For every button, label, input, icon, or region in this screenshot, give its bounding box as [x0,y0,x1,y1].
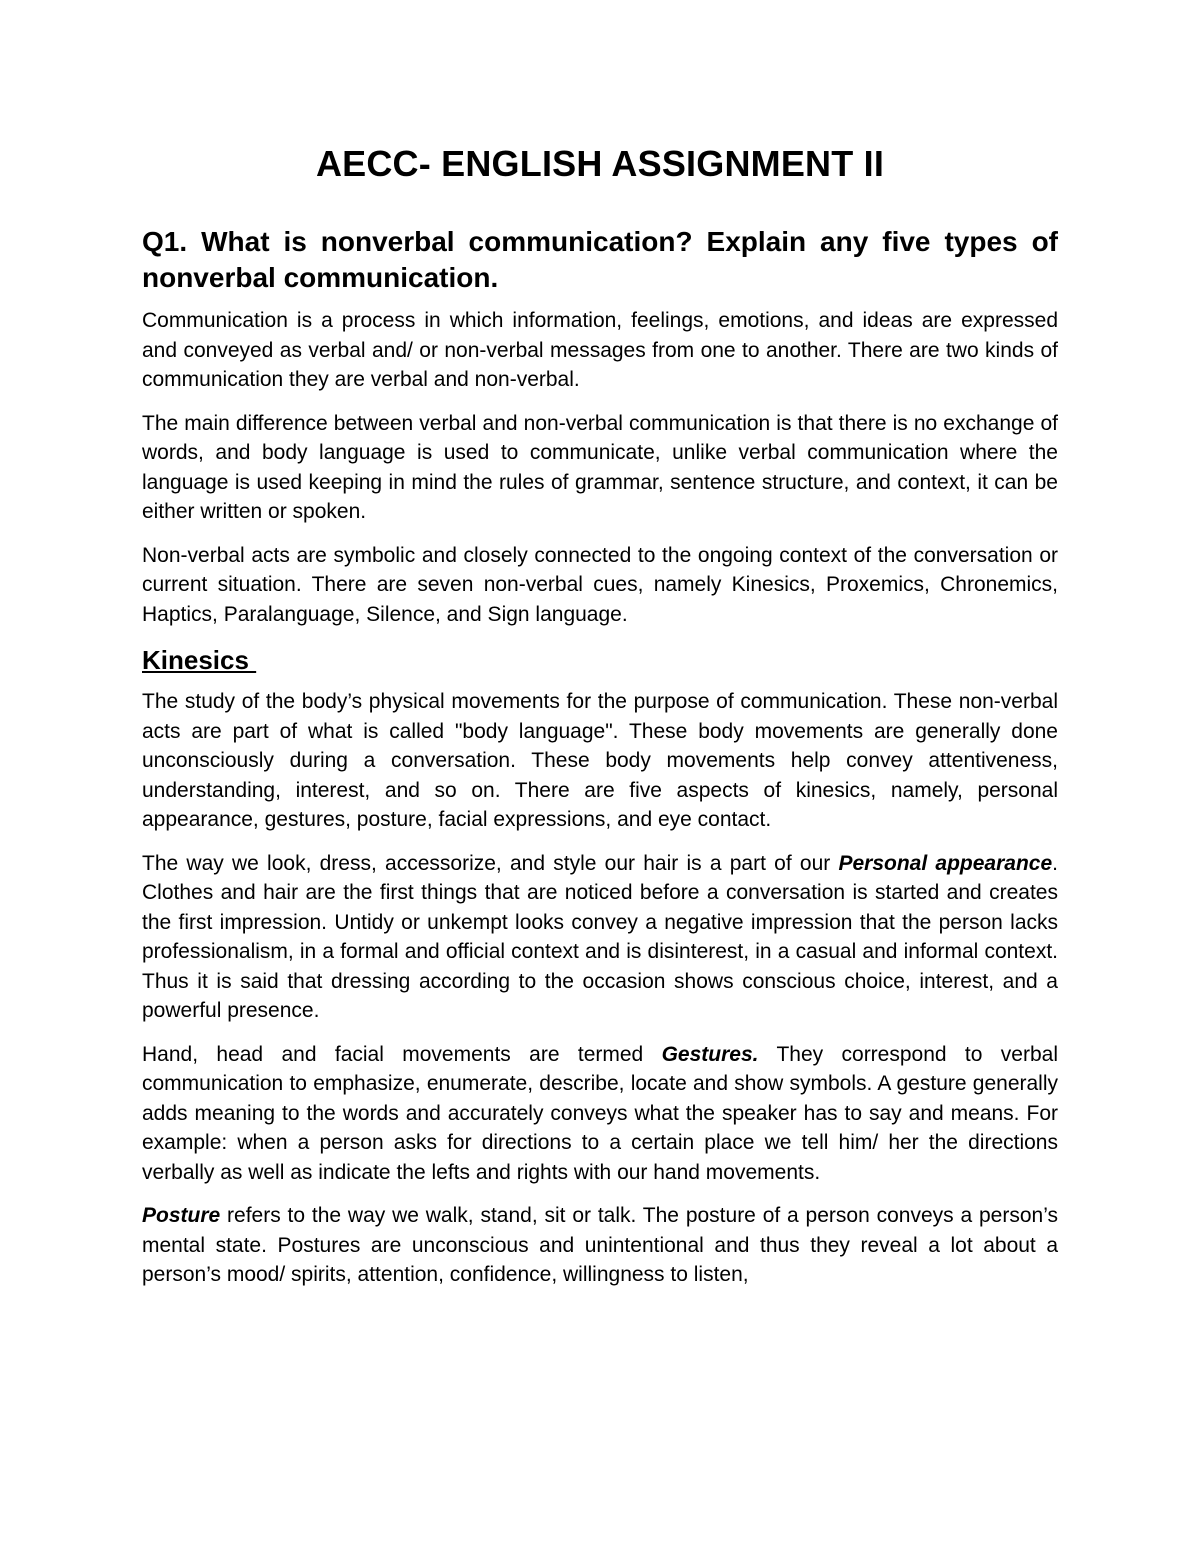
intro-paragraph-2: The main difference between verbal and non-verbal communication is that there is no exchange of words, and body language is used to communicate, unlike verbal communication where the language is used keeping in mind the rules of grammar, sentence structure, and context, it can be either written or spoken. [142,411,1058,523]
document-page [142,140,1058,1304]
gestures-term: Gestures. [661,1042,759,1066]
intro-paragraph-1: Communication is a process in which information, feelings, emotions, and ideas are expressed and conveyed as verbal and/ or non-verbal messages from one to another. There are two kinds of communication they are verbal and non-verbal. [142,309,1058,391]
personal-appearance-term: Personal appearance [838,851,1053,875]
appearance-text-after: . Clothes and hair are the first things that are noticed before a conversation is started and creates the first impression. Untidy or unkempt looks convey a negative impression that the person lacks professionalism, in a formal and official context and is disinterest, in a casual and informal context. Thus it is said that dressing according to the occasion shows conscious choice, interest, and a powerful presence. [142,851,1058,1022]
document-title: AECC- ENGLISH ASSIGNMENT II [315,143,885,184]
appearance-text-before: The way we look, dress, accessorize, and style our hair is a part of our [142,851,839,875]
personal-appearance-paragraph [142,849,1058,1026]
gestures-text-after: They correspond to verbal communication to emphasize, enumerate, describe, locate and show symbols. A gesture generally adds meaning to the words and accurately conveys what the speaker has to say and means. For example: when a person asks for directions to a certain place we tell him/ her the directions verbally as well as indicate the lefts and rights with our hand movements. [142,1042,1059,1184]
posture-text-after: refers to the way we walk, stand, sit or talk. The posture of a person conveys a person’s mental state. Postures are unconscious and unintentional and thus they reveal a lot about a person’s mood/ spirits, attention, confidence, willingness to listen, [142,1204,1058,1286]
gestures-text-before: Hand, head and facial movements are termed [142,1042,662,1066]
intro-paragraph-3: Non-verbal acts are symbolic and closely connected to the ongoing context of the conversation or current situation. There are seven non-verbal cues, namely Kinesics, Proxemics, Chronemics, Haptics, Paralanguage, Silence, and Sign language. [142,543,1058,626]
kinesics-paragraph: The study of the body’s physical movements for the purpose of communication. These non-verbal acts are part of what is called "body language". These body movements are generally done unconsciously during a conversation. These body movements help convey attentiveness, understanding, interest, and so on. There are five aspects of kinesics, namely, personal appearance, gestures, posture, facial expressions, and eye contact. [142,690,1058,831]
kinesics-heading: Kinesics [142,645,257,675]
question-heading: Q1. What is nonverbal communication? Explain any five types of nonverbal communication. [142,226,1058,293]
gestures-paragraph [142,1040,1058,1188]
posture-term: Posture [142,1204,221,1227]
posture-paragraph [142,1201,1058,1290]
